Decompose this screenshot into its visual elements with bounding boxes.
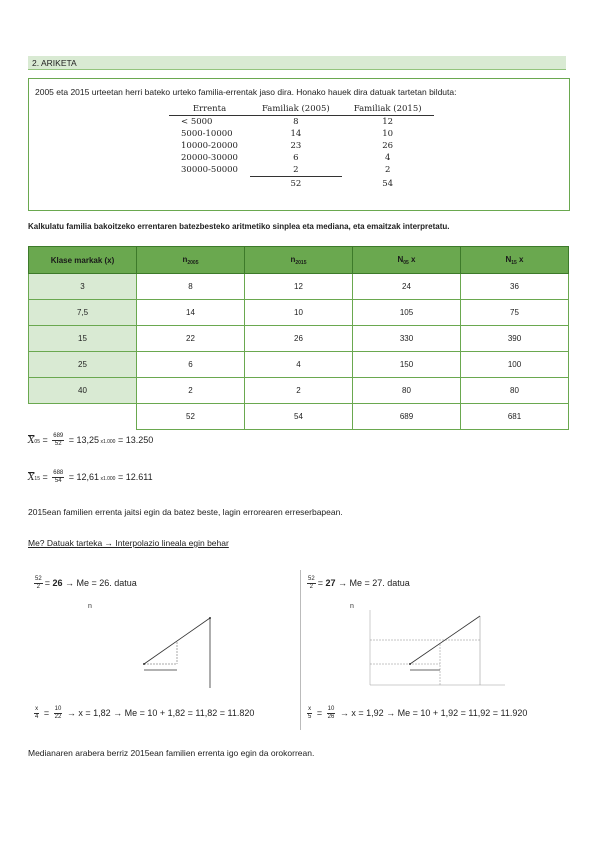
table-cell: 80: [461, 378, 569, 404]
table-cell: 54: [245, 404, 353, 430]
table-cell: 23: [290, 141, 302, 151]
table-cell: 689: [353, 404, 461, 430]
problem-text: 2005 eta 2015 urteetan herri bateko urteko familia-errentak jaso dira. Honako hauek dira datuak tartetan bilduta:: [35, 87, 457, 97]
median-heading: Me? Datuak tarteka → Interpolazio lineala egin behar: [28, 538, 229, 548]
table-cell: 75: [461, 300, 569, 326]
header-n05: $n_{2005}$: [137, 247, 245, 274]
table-cell: 681: [461, 404, 569, 430]
x-bar-symbol: $\overline{X}$: [28, 472, 35, 483]
table-cell: 24: [353, 274, 461, 300]
table-row: [29, 274, 569, 300]
table-cell: 30000-50000: [181, 165, 238, 176]
table-row: [169, 140, 434, 152]
left-median-position: $\frac{52}{2}$ = 26 → Me = 26. datua: [35, 576, 137, 590]
column-divider: [300, 570, 301, 730]
right-interpolation-diagram: [330, 600, 510, 700]
x-bar-symbol: $\overline{X}$: [28, 435, 35, 446]
left-median-result: $\frac{x}{4}$ = $\frac{10}{22}$ → x = 1,82 → Me = 10 + 1,82 = 11,82 = 11.820: [35, 706, 255, 720]
table-cell: 54: [382, 178, 394, 189]
statement-table: [169, 103, 434, 191]
table-cell: 10: [382, 129, 394, 139]
table-cell: 14: [137, 300, 245, 326]
table-cell: 25: [29, 352, 137, 378]
mean-2005-formula: $\overline{X}05$ = $\frac{689}{52}$ = 13,25 x1.000 = 13.250: [28, 433, 154, 447]
left-interpolation-diagram: [80, 600, 240, 700]
fraction: $\frac{x}{5}$: [308, 706, 312, 720]
fraction: $\frac{688}{54}$: [53, 470, 64, 484]
table-row: [29, 352, 569, 378]
header-n15: $n_{2015}$: [245, 247, 353, 274]
section-title: 2. ARIKETA: [28, 56, 566, 70]
right-axis-label: n: [350, 603, 354, 610]
table-cell: 2: [293, 165, 299, 175]
fraction: $\frac{689}{52}$: [53, 433, 64, 447]
header-klase: Klase markak (x): [29, 247, 137, 274]
table-cell: 14: [290, 129, 302, 139]
fraction: $\frac{52}{2}$: [35, 576, 42, 590]
mean-interpretation: 2015ean familien errenta jaitsi egin da batez beste, lagin errorearen erreserbapean.: [28, 507, 343, 517]
table-cell: 6: [293, 153, 299, 163]
instruction-text: Kalkulatu familia bakoitzeko errentaren batezbesteko aritmetiko sinplea eta mediana, eta emaitzak interpretatu.: [28, 222, 450, 231]
table-row: [169, 116, 434, 129]
median-conclusion: Medianaren arabera berriz 2015ean familien errenta igo egin da orokorrean.: [28, 748, 315, 758]
table-cell: 80: [353, 378, 461, 404]
table-cell: 40: [29, 378, 137, 404]
table-cell: 22: [137, 326, 245, 352]
left-axis-label: n: [88, 603, 92, 610]
table-cell: 15: [29, 326, 137, 352]
table-row: [169, 164, 434, 177]
table-row: [29, 378, 569, 404]
table-cell: 330: [353, 326, 461, 352]
table-cell: 150: [353, 352, 461, 378]
table-cell: 8: [137, 274, 245, 300]
total-row: [29, 404, 569, 430]
table-cell: 390: [461, 326, 569, 352]
table-cell: 26: [382, 141, 394, 151]
fraction: $\frac{10}{22}$: [54, 706, 62, 720]
right-median-result: $\frac{x}{5}$ = $\frac{10}{26}$ → x = 1,92 → Me = 10 + 1,92 = 11,92 = 11.920: [308, 706, 528, 720]
table-cell: 12: [245, 274, 353, 300]
header-N05x: $N_{05}$ x: [353, 247, 461, 274]
table-cell: 12: [382, 117, 394, 127]
table-cell: 105: [353, 300, 461, 326]
table-cell: 10000-20000: [181, 141, 238, 151]
start-point: [143, 663, 145, 665]
fraction: $\frac{10}{26}$: [327, 706, 335, 720]
mean-2015-formula: $\overline{X}15$ = $\frac{688}{54}$ = 12,61 x1.000 = 12.611: [28, 470, 153, 484]
end-point: [209, 617, 211, 619]
table-cell: 7,5: [29, 300, 137, 326]
table-cell: 6: [137, 352, 245, 378]
table-row: [29, 326, 569, 352]
table-cell: 3: [29, 274, 137, 300]
table-cell: 26: [245, 326, 353, 352]
table-cell: 2: [384, 165, 391, 176]
calculation-table: [28, 246, 569, 430]
table-cell: 8: [293, 117, 299, 127]
table-row: [169, 152, 434, 164]
table-cell: 2: [137, 378, 245, 404]
table-cell: 4: [245, 352, 353, 378]
table-cell: < 5000: [181, 117, 213, 127]
problem-statement-box: [28, 78, 570, 211]
table-cell: 20000-30000: [181, 153, 238, 163]
statement-header: Familiak (2005): [250, 103, 342, 116]
statement-header: Errenta: [169, 103, 250, 116]
header-N15x: $N_{15}$ x: [461, 247, 569, 274]
table-cell: 5000-10000: [181, 129, 233, 139]
table-cell: 4: [384, 153, 391, 163]
table-row: [29, 300, 569, 326]
table-cell: 36: [461, 274, 569, 300]
table-cell: 52: [137, 404, 245, 430]
fraction: $\frac{52}{2}$: [308, 576, 315, 590]
table-row: [169, 128, 434, 140]
fraction: $\frac{x}{4}$: [35, 706, 39, 720]
table-cell: 2: [245, 378, 353, 404]
table-cell: 52: [250, 177, 342, 192]
start-point: [409, 663, 411, 665]
statement-header: Familiak (2015): [342, 103, 434, 116]
right-median-position: $\frac{52}{2}$ = 27 → Me = 27. datua: [308, 576, 410, 590]
total-row: [169, 177, 434, 192]
table-cell: 10: [245, 300, 353, 326]
table-cell: 100: [461, 352, 569, 378]
